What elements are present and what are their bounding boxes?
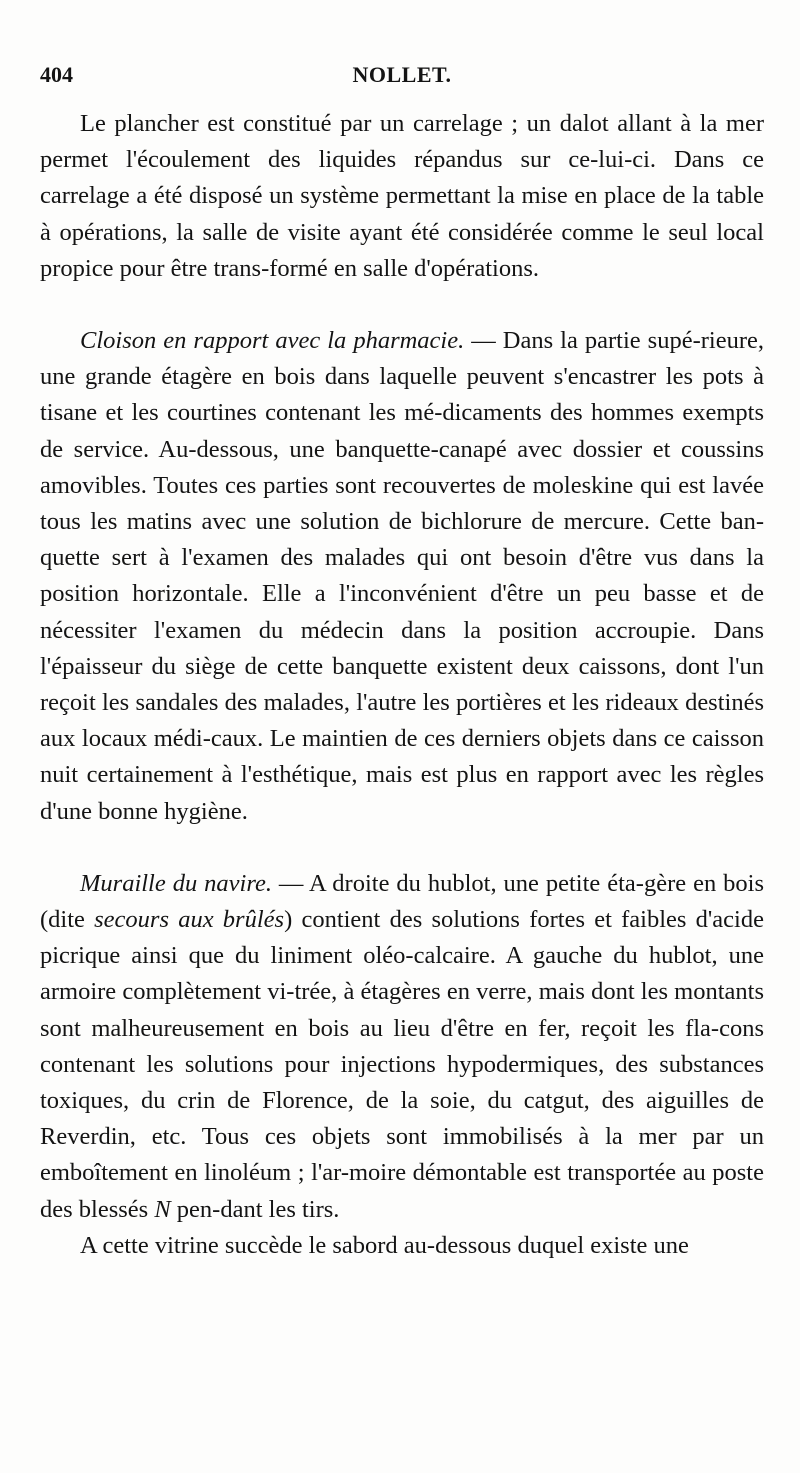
italic-term: secours aux brûlés	[94, 906, 285, 934]
paragraph-text-part: — A droite du hublot, une petite éta-gère en bois (dite	[40, 869, 764, 934]
paragraph-text: Le plancher est constitué par un carrelage ; un dalot allant à la mer permet l'écoulement des liquides répandus sur ce-lui-ci. Dans ce carrelage a été disposé un système permettant la mise en place de la table à opérations, la salle de visite ayant été considérée comme le seul local propice pour être trans-formé en salle d'opérations.	[40, 110, 764, 282]
body-text	[40, 106, 764, 1264]
paragraph-text-part: pen-dant les tirs.	[170, 1195, 340, 1223]
italic-letter: N	[154, 1195, 171, 1223]
page-header	[40, 58, 764, 98]
paragraph-text: — Dans la partie supé-rieure, une grande étagère en bois dans laquelle peuvent s'encastrer les pots à tisane et les courtines contenant les mé-dicaments des hommes exempts de service. Au-dessous, une banquette-canapé avec dossier et coussins amovibles. Toutes ces parties sont recouvertes de moleskine qui est lavée tous les matins avec une solution de bichlorure de mercure. Cette ban-quette sert à l'examen des malades qui ont besoin d'être vus dans la position horizontale. Elle a l'inconvénient d'être un peu basse et de nécessiter l'examen du médecin dans la position accroupie. Dans l'épaisseur du siège de cette banquette existent deux caissons, dont l'un reçoit les sandales des malades, l'autre les portières et les rideaux destinés aux locaux médi-caux. Le maintien de ces derniers objets dans ce caisson nuit certainement à l'esthétique, mais est plus en rapport avec les règles d'une bonne hygiène.	[40, 327, 765, 825]
section-lead-heading: Cloison en rapport avec la pharmacie.	[80, 327, 465, 355]
paragraph-text-part: ) contient des solutions fortes et faibles d'acide picrique ainsi que du liniment oléo-calcaire. A gauche du hublot, une armoire complètement vi-trée, à étagères en verre, mais dont les montants sont malheureusement en bois au lieu d'être en fer, reçoit les fla-cons contenant les solutions pour injections hypodermiques, des substances toxiques, du crin de Florence, de la soie, du catgut, des aiguilles de Reverdin, etc. Tous ces objets sont immobilisés à la mer par un emboîtement en linoléum ; l'ar-moire démontable est transportée au poste des blessés	[40, 906, 764, 1223]
paragraph-pharmacy-partition	[40, 323, 764, 830]
paragraph-text: A cette vitrine succède le sabord au-dessous duquel existe une	[80, 1231, 689, 1259]
paragraph-floor	[40, 106, 764, 287]
page-number: 404	[40, 62, 73, 87]
running-title: NOLLET.	[352, 62, 452, 87]
paragraph-continuation	[40, 1228, 764, 1264]
section-lead-heading: Muraille du navire.	[80, 869, 272, 897]
paragraph-ship-wall	[40, 866, 764, 1228]
